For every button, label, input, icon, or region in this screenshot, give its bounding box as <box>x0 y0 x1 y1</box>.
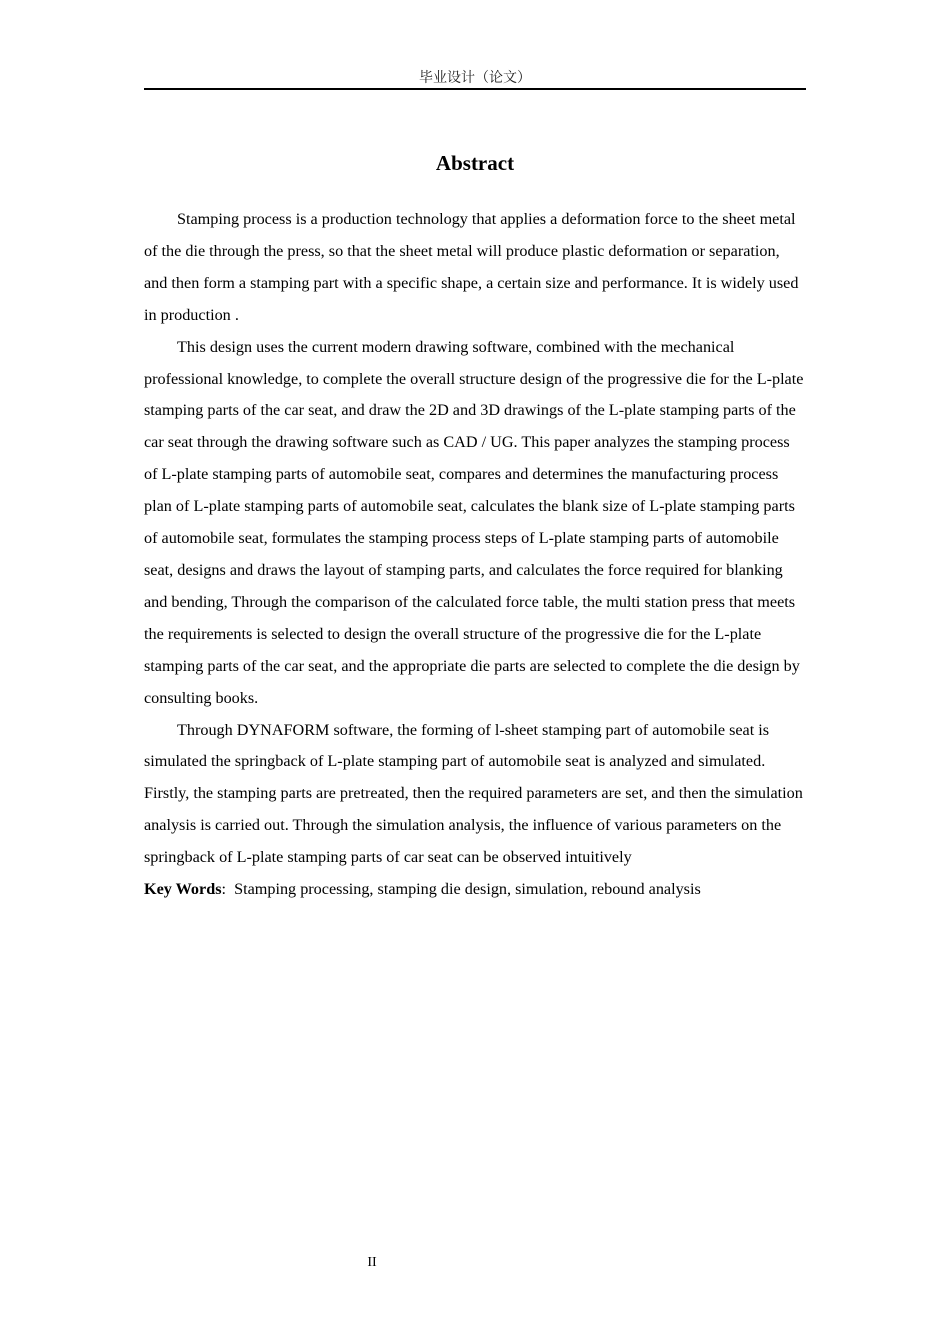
keywords-text: Stamping processing, stamping die design, simulation, rebound analysis <box>234 880 701 899</box>
keywords-label: Key Words <box>144 880 222 899</box>
abstract-paragraph-1: Stamping process is a production technology that applies a deformation force to the sheet metal of the die through the press, so that the sheet metal will produce plastic deformation or separation, and then form a stamping part with a specific shape, a certain size and performance. It is widely used in production . <box>144 210 799 324</box>
keywords-separator: : <box>221 880 235 899</box>
page-number: II <box>367 1255 377 1270</box>
abstract-paragraph-2: This design uses the current modern drawing software, combined with the mechanical professional knowledge, to complete the overall structure design of the progressive die for the L-plate stamping parts of the car seat, and draw the 2D and 3D drawings of the L-plate stamping parts of the car seat through the drawing software such as CAD / UG. This paper analyzes the stamping process of L-plate stamping parts of automobile seat, compares and determines the manufacturing process plan of L-plate stamping parts of automobile seat, calculates the blank size of L-plate stamping parts of automobile seat, formulates the stamping process steps of L-plate stamping parts of automobile seat, designs and draws the layout of stamping parts, and calculates the force required for blanking and bending, Through the comparison of the calculated force table, the multi station press that meets the requirements is selected to design the overall structure of the progressive die for the L-plate stamping parts of the car seat, and the appropriate die parts are selected to complete the die design by consulting books. <box>144 337 804 707</box>
abstract-title: Abstract <box>435 151 515 175</box>
running-header: 毕业设计（论文） <box>419 70 531 86</box>
header-rule <box>144 88 806 90</box>
abstract-body <box>144 204 806 906</box>
abstract-paragraph-3: Through DYNAFORM software, the forming of l-sheet stamping part of automobile seat is simulated the springback of L-plate stamping part of automobile seat is analyzed and simulated. Firstly, the stamping parts are pretreated, then the required parameters are set, and then the simulation analysis is carried out. Through the simulation analysis, the influence of various parameters on the springback of L-plate stamping parts of car seat can be observed intuitively <box>144 720 803 867</box>
keywords-line <box>144 874 806 906</box>
